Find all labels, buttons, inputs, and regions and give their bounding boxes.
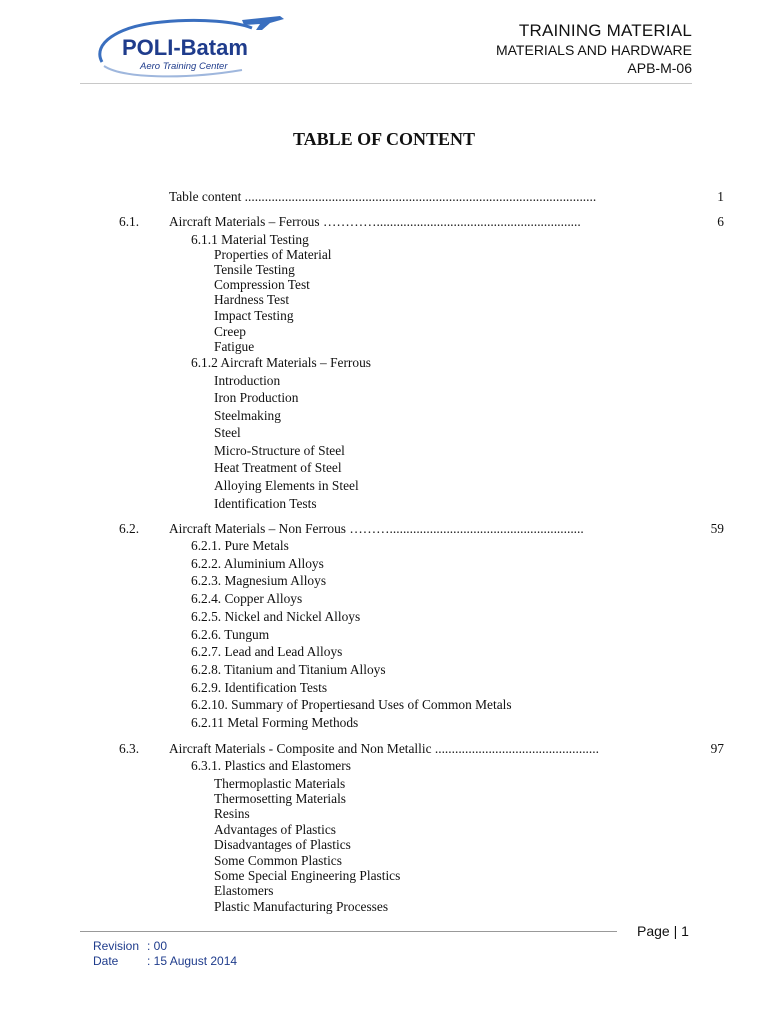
- toc-subsection: 6.3.1. Plastics and Elastomers: [191, 758, 351, 773]
- date-key: Date: [93, 954, 119, 968]
- toc-label: Aircraft Materials - Composite and Non Metallic: [169, 741, 432, 756]
- toc-item: 6.2.4. Copper Alloys: [191, 591, 303, 606]
- toc-item: 6.2.1. Pure Metals: [191, 538, 289, 553]
- header-subtitle: MATERIALS AND HARDWARE: [495, 42, 692, 58]
- toc-item: Iron Production: [214, 390, 299, 405]
- footer-divider: [80, 931, 617, 932]
- toc-leader: .................................................: [434, 741, 599, 756]
- header-title: TRAINING MATERIAL: [518, 21, 692, 40]
- toc-label: Table content: [169, 189, 242, 204]
- toc-item: Tensile Testing: [214, 262, 295, 277]
- toc-entry-6-2: [169, 521, 639, 537]
- toc-item: 6.2.6. Tungum: [191, 627, 270, 642]
- date-value: : 15 August 2014: [147, 954, 238, 968]
- toc-item: Fatigue: [214, 339, 255, 354]
- toc-item: Some Common Plastics: [214, 853, 342, 868]
- toc-entry-6-3: [169, 741, 639, 757]
- toc-section-number: 6.3.: [119, 741, 140, 756]
- toc-item: Impact Testing: [214, 308, 294, 323]
- toc-item: 6.2.3. Magnesium Alloys: [191, 573, 327, 588]
- toc-leader: ………..........................................................: [349, 521, 584, 536]
- toc-label: Aircraft Materials – Ferrous: [169, 214, 320, 229]
- toc-item: 6.2.8. Titanium and Titanium Alloys: [191, 662, 386, 677]
- toc-item: 6.2.9. Identification Tests: [191, 680, 328, 695]
- toc-page: 59: [710, 521, 724, 536]
- revision-key: Revision: [93, 939, 140, 953]
- header-code: APB-M-06: [627, 60, 692, 76]
- toc-item: Compression Test: [214, 277, 310, 292]
- toc-item: Resins: [214, 806, 250, 821]
- toc-item: Creep: [214, 324, 246, 339]
- toc-item: Heat Treatment of Steel: [214, 460, 342, 475]
- toc-item: Plastic Manufacturing Processes: [214, 899, 389, 914]
- toc-page: 6: [717, 214, 724, 229]
- toc-entry-6-1: [169, 214, 639, 230]
- toc-section-number: 6.1.: [119, 214, 140, 229]
- toc-item: 6.2.2. Aluminium Alloys: [191, 556, 324, 571]
- header-divider: [80, 83, 692, 84]
- date-line: [93, 954, 237, 968]
- toc-item: Elastomers: [214, 883, 274, 898]
- page-number: Page | 1: [637, 923, 689, 939]
- revision-line: [93, 939, 167, 953]
- toc-page: 97: [710, 741, 724, 756]
- toc-item: 6.2.5. Nickel and Nickel Alloys: [191, 609, 361, 624]
- logo-wordmark: POLI-Batam: [122, 35, 248, 60]
- toc-item: Steel: [214, 425, 241, 440]
- poli-batam-logo: [92, 14, 292, 82]
- toc-subsection: 6.1.2 Aircraft Materials – Ferrous: [191, 355, 371, 370]
- toc-item: Alloying Elements in Steel: [214, 478, 359, 493]
- logo-tagline: Aero Training Center: [140, 61, 228, 72]
- toc-item: Some Special Engineering Plastics: [214, 868, 401, 883]
- toc-item: 6.2.10. Summary of Propertiesand Uses of Common Metals: [191, 697, 512, 712]
- toc-label: Aircraft Materials – Non Ferrous: [169, 521, 347, 536]
- toc-subsection: 6.1.1 Material Testing: [191, 232, 309, 247]
- toc-entry-table-content: [169, 189, 639, 205]
- revision-value: : 00: [147, 939, 168, 953]
- toc-item: Identification Tests: [214, 496, 317, 511]
- toc-leader: ………….............................................................: [322, 214, 581, 229]
- toc-item: Introduction: [214, 373, 281, 388]
- toc-item: Thermoplastic Materials: [214, 776, 346, 791]
- toc-item: Disadvantages of Plastics: [214, 837, 351, 852]
- toc-item: Advantages of Plastics: [214, 822, 336, 837]
- toc-item: Micro-Structure of Steel: [214, 443, 345, 458]
- toc-leader: .........................................................................................................: [244, 189, 597, 204]
- toc-item: Hardness Test: [214, 292, 290, 307]
- toc-item: 6.2.7. Lead and Lead Alloys: [191, 644, 343, 659]
- toc-page: 1: [717, 189, 724, 204]
- page-title: TABLE OF CONTENT: [292, 129, 476, 149]
- toc-item: Steelmaking: [214, 408, 281, 423]
- toc-item: 6.2.11 Metal Forming Methods: [191, 715, 359, 730]
- toc-item: Properties of Material: [214, 247, 332, 262]
- toc-item: Thermosetting Materials: [214, 791, 347, 806]
- toc-section-number: 6.2.: [119, 521, 140, 536]
